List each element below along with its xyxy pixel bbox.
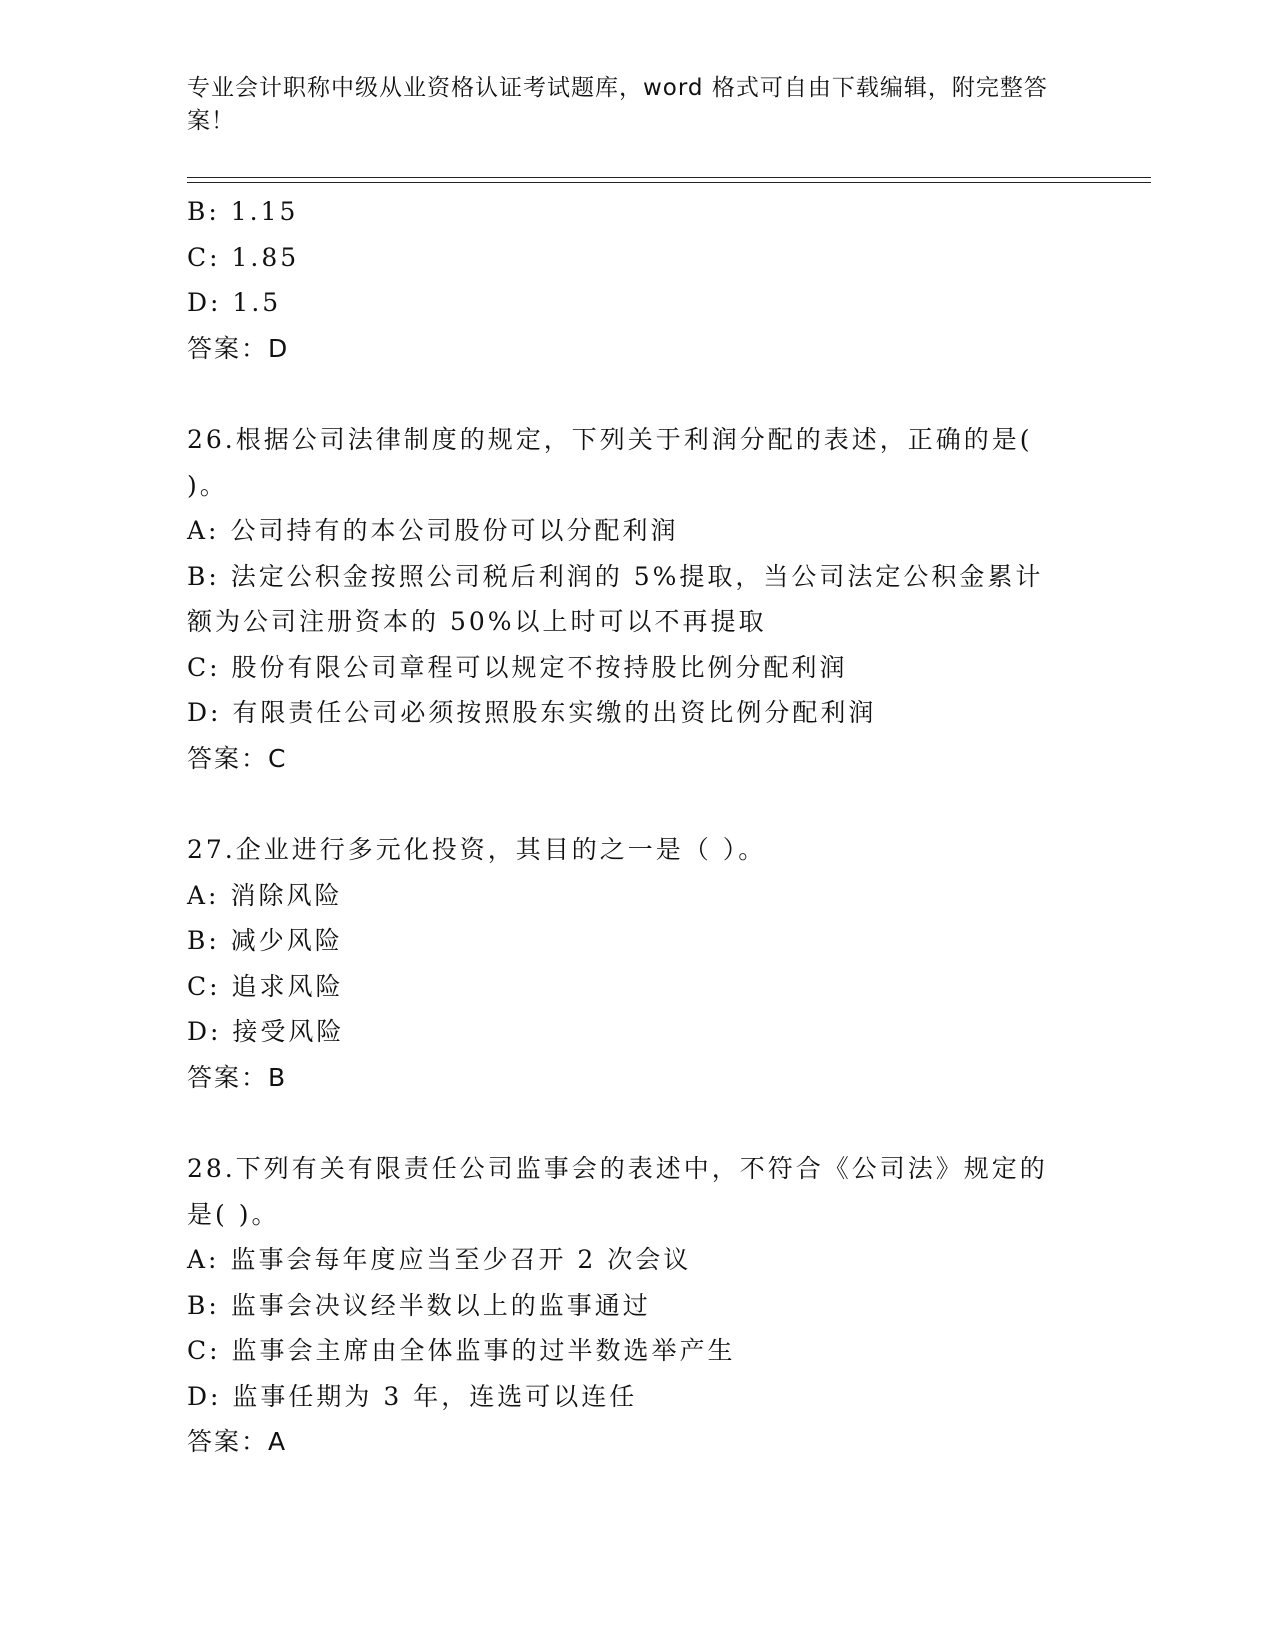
option-label: C: [187,971,221,1001]
option-label: D: [187,1381,222,1411]
option-text: 减少风险 [230,926,343,955]
option-label: A: [187,516,220,545]
option-text: 接受风险 [232,1017,345,1046]
option-line [187,235,1087,281]
option-text: 监事会主席由全体监事的过半数选举产生 [231,1336,736,1365]
option-text: 1.15 [230,197,299,226]
answer-line: 答案：A [187,1427,288,1456]
option-line [187,873,1087,919]
option-line [187,1374,1087,1420]
header-rule-top [187,177,1151,178]
option-label: B: [187,926,220,955]
question-stem: 26.根据公司法律制度的规定，下列关于利润分配的表述，正确的是( )。 [187,425,1033,500]
spacer [187,1100,1087,1146]
header-rule-bottom [187,182,1151,183]
option-label: A: [187,880,220,910]
option-line [187,280,1087,326]
question-content [187,189,1087,1465]
option-label: C: [187,1336,221,1365]
option-label: B: [187,561,220,591]
option-label: D: [187,1017,222,1046]
option-text: 法定公积金按照公司税后利润的 5%提取，当公司法定公积金累计额为公司注册资本的 50%以上时可以不再提取 [187,561,1044,636]
option-text: 有限责任公司必须按照股东实缴的出资比例分配利润 [232,698,877,727]
option-line [187,1237,1087,1283]
spacer [187,781,1087,827]
option-label: A: [187,1245,220,1274]
question-stem: 27.企业进行多元化投资，其目的之一是（ ）。 [187,835,767,864]
answer-line: 答案：C [187,743,288,773]
option-line [187,690,1087,736]
option-line [187,554,1067,645]
option-text: 公司持有的本公司股份可以分配利润 [230,516,679,545]
option-text: 监事任期为 3 年，连选可以连任 [232,1381,638,1411]
option-label: D: [187,698,222,727]
option-line [187,964,1087,1010]
option-text: 监事会每年度应当至少召开 2 次会议 [230,1245,692,1274]
option-line [187,918,1087,964]
option-label: C: [187,242,221,272]
option-text: 消除风险 [230,880,343,910]
question-stem: 28.下列有关有限责任公司监事会的表述中，不符合《公司法》规定的是( )。 [187,1154,1048,1229]
page-header: 专业会计职称中级从业资格认证考试题库，word 格式可自由下载编辑，附完整答案！ [187,75,1048,134]
option-line [187,645,1087,691]
option-label: B: [187,1290,220,1320]
option-text: 1.85 [231,242,300,272]
option-label: C: [187,652,221,682]
option-text: 追求风险 [231,971,344,1001]
option-line [187,1328,1087,1374]
option-label: D: [187,288,222,317]
option-text: 监事会决议经半数以上的监事通过 [230,1290,651,1320]
option-label: B: [187,197,220,226]
answer-line: 答案：B [187,1062,288,1092]
option-line [187,1283,1087,1329]
option-line [187,508,1087,554]
spacer [187,371,1087,417]
option-line [187,1009,1087,1055]
option-text: 1.5 [232,288,282,317]
answer-line: 答案：D [187,333,290,363]
option-text: 股份有限公司章程可以规定不按持股比例分配利润 [231,652,848,682]
option-line [187,189,1087,235]
